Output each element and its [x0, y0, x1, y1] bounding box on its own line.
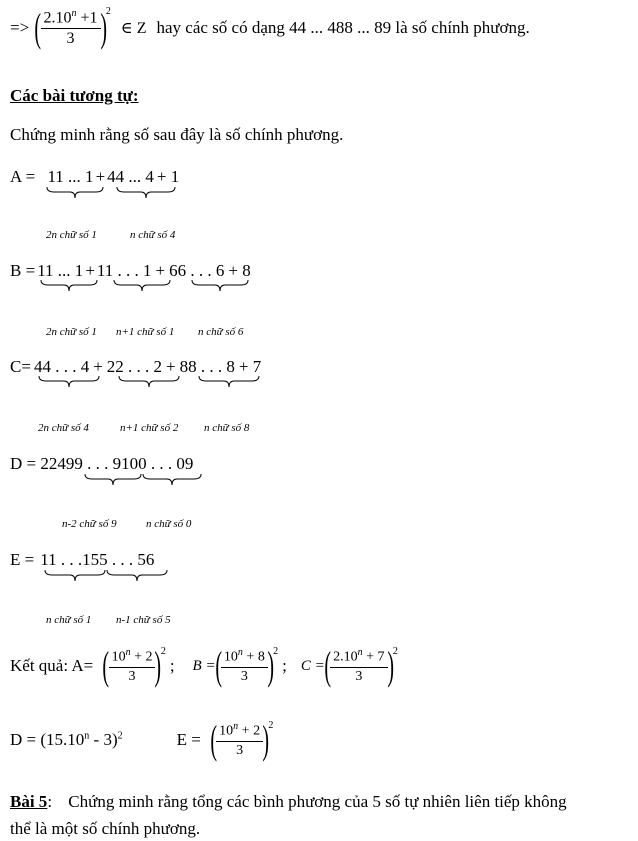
- section-heading: Các bài tương tự:: [10, 86, 139, 105]
- left-paren: (: [34, 5, 42, 51]
- d-note-2: n chữ số 0: [146, 518, 192, 530]
- intro-numerator: 2.10: [43, 9, 72, 27]
- result-b-fraction: $\frac{10^n + 8}{3}$: [221, 647, 268, 685]
- a-term-1: 11 ... 1: [47, 167, 94, 186]
- b-term-2: 11 . . . 1: [96, 261, 152, 280]
- b-note-2: n+1 chữ số 1: [116, 326, 175, 338]
- b-brace-3: [191, 279, 249, 293]
- d-term-2: 100 . . . 0: [121, 454, 185, 473]
- bai5-label: Bài 5: [10, 792, 48, 811]
- e-note-1: n chữ số 1: [46, 614, 92, 626]
- b-note-1: 2n chữ số 1: [46, 326, 97, 338]
- result-line-2: $D = (15.10^n - 3)^2$ E = ( $\frac{10^n + 2}{3}$ ) 2: [10, 717, 274, 762]
- d-brace-1: [84, 473, 142, 487]
- bai5-text-1: Chứng minh rằng tổng các bình phương của 5 số tự nhiên liên tiếp không: [68, 792, 567, 811]
- intro-fraction: $\frac{2.10^n +1}{3}$: [41, 8, 101, 48]
- right-paren: ): [99, 5, 107, 51]
- intro-text: hay các số có dạng 44 ... 488 ... 89 là số chính phương.: [156, 18, 530, 38]
- b-term-1: 11 ... 1: [37, 261, 84, 280]
- d-brace-2: [142, 473, 202, 487]
- intro-denominator: 3: [66, 30, 75, 48]
- c-brace-1: [38, 375, 100, 389]
- c-brace-2: [118, 375, 180, 389]
- e-brace-1: [44, 569, 106, 583]
- c-term-1: 44 . . . 4: [33, 357, 90, 376]
- expr-a: A = 11 ... 1 + 44 ... 4 + 1: [10, 167, 180, 186]
- e-note-2: n-1 chữ số 5: [116, 614, 171, 626]
- b-brace-1: [40, 279, 98, 293]
- result-c-fraction: $\frac{2.10^n + 7}{3}$: [330, 647, 387, 685]
- bai5-line-2: thể là một số chính phương.: [10, 819, 201, 838]
- c-term-2: 22 . . . 2: [106, 357, 163, 376]
- bai5-line-1: Bài 5: Chứng minh rằng tổng các bình phương của 5 số tự nhiên liên tiếp không: [10, 792, 567, 811]
- a-term-2: 44 ... 4: [107, 167, 154, 186]
- result-e-fraction: $\frac{10^n + 2}{3}$: [216, 721, 263, 759]
- e-term-2: 55 . . . 5: [90, 550, 146, 569]
- intro-member: ∈ Z: [120, 20, 147, 38]
- result-a-fraction: $\frac{10^n + 2}{3}$: [109, 647, 156, 685]
- result-e-label: E =: [176, 730, 201, 749]
- result-b-label: B =: [192, 657, 216, 674]
- implies-arrow: =>: [10, 18, 30, 38]
- c-note-1: 2n chữ số 4: [38, 422, 89, 434]
- prompt-text: Chứng minh rằng số sau đây là số chính phương.: [10, 125, 344, 144]
- intro-line: [10, 5, 530, 51]
- expr-b: B = 11 ... 1 + 11 . . . 1 + 66 . . . 6 + 8: [10, 261, 251, 280]
- expr-d: D = 22499 . . . 9100 . . . 09: [10, 454, 194, 473]
- a-brace-1: [46, 186, 104, 200]
- result-c-label: C =: [300, 657, 325, 674]
- c-term-3: 88 . . . 8: [179, 357, 235, 376]
- intro-power: 2: [105, 6, 111, 17]
- b-brace-2: [113, 279, 171, 293]
- c-brace-3: [198, 375, 260, 389]
- a-note-1: 2n chữ số 1: [46, 229, 97, 241]
- a-note-2: n chữ số 4: [130, 229, 176, 241]
- b-note-3: n chữ số 6: [198, 326, 244, 338]
- c-note-2: n+1 chữ số 2: [120, 422, 179, 434]
- result-d: $D = (15.10^n - 3)^2$: [10, 730, 123, 749]
- a-brace-2: [116, 186, 176, 200]
- c-note-3: n chữ số 8: [204, 422, 250, 434]
- d-term-1: 99 . . . 9: [65, 454, 122, 473]
- e-term-1: 11 . . .1: [40, 550, 91, 569]
- result-line-1: Kết quả: A= ( $\frac{10^n + 2}{3}$ ) 2 ; B = ( $\frac{10^n + 8}{3}$ ) 2 ; C = ( $\frac{2.10^n + 7}{3}$ ) 2: [10, 643, 398, 688]
- expr-e: E = 11 . . .155 . . . 56: [10, 550, 155, 569]
- b-term-3: 66 . . . 6: [169, 261, 225, 280]
- d-note-1: n-2 chữ số 9: [62, 518, 117, 530]
- expr-c: C= 44 . . . 4 + 22 . . . 2 + 88 . . . 8 + 7: [10, 357, 262, 376]
- result-label: Kết quả: A=: [10, 656, 94, 675]
- e-brace-2: [106, 569, 168, 583]
